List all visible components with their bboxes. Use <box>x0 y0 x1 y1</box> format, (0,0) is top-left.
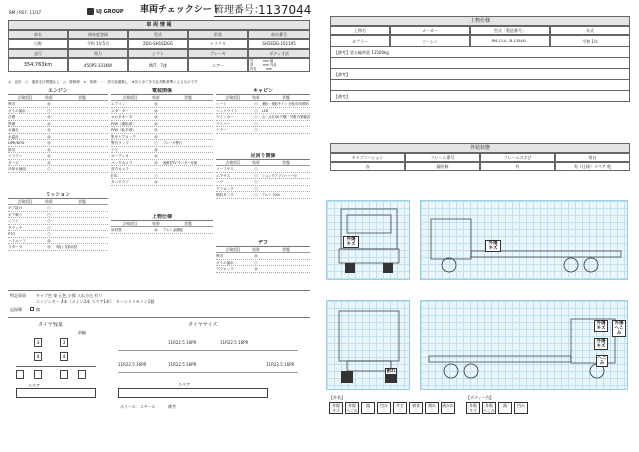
chassis-title: 足回り関係 <box>216 153 310 160</box>
cabin-head-2: 状態 <box>282 95 290 100</box>
cabin-section <box>216 88 310 134</box>
engine-item-note <box>56 127 108 133</box>
upper-head-maker: メーカー <box>390 26 470 35</box>
records-label: 記録簿 <box>10 307 22 312</box>
engine-item-note <box>56 121 108 127</box>
val-model: 2DG-SH1EDGG <box>128 39 188 49</box>
electric-title: 電装関係 <box>111 88 213 95</box>
chassis-item-result[interactable]: ○ <box>254 179 258 184</box>
electric-head-2: 状態 <box>184 95 192 100</box>
electric-item-label: エアコン <box>111 102 126 106</box>
upper-section <box>111 214 213 234</box>
upper-val-maker: ソーシン <box>390 35 470 47</box>
cabin-item-result[interactable]: ○ <box>254 107 258 113</box>
engine-item-label: 冷却水補給 <box>8 167 26 171</box>
engine-item-note <box>56 108 108 114</box>
legend-item-button[interactable]: 外傷 キズ <box>466 402 480 414</box>
legend-body-label: 【ボディー内】 <box>466 395 494 400</box>
def-item-label: 異音 <box>216 254 224 258</box>
damage-tag-rear: 割れ <box>386 369 396 374</box>
engine-item-note <box>56 166 108 172</box>
val-body-dims: 長 mm 幅 高 mm 内高 内長 mm <box>248 58 310 72</box>
def-item-result[interactable]: ◎ <box>254 253 258 258</box>
cabin-item-label: ウインカー <box>216 115 234 119</box>
mission-item-result[interactable]: ○ <box>47 218 51 223</box>
mission-title: ミッション <box>8 192 108 199</box>
ext-val-cab: 各 <box>330 162 405 171</box>
truck-side-drawing-1 <box>421 201 629 281</box>
electric-item-result[interactable]: ◎ <box>154 114 158 119</box>
val-shift: M/T 7速 <box>128 58 188 72</box>
engine-item-label: 排気 <box>8 147 16 152</box>
mission-item-note <box>56 218 108 224</box>
electric-item-label: ナビ <box>111 147 119 152</box>
cabin-head-0: 点検項目 <box>225 95 241 100</box>
electric-item-note <box>163 114 213 120</box>
tire-blank-2 <box>34 370 42 379</box>
mission-item-label: ギア鳴り <box>8 212 23 217</box>
ext-val-frame-rust: 有 <box>480 162 555 171</box>
head-chassis-no: 車台番号 <box>248 30 310 39</box>
engine-item-label: DPR/DPD <box>8 141 25 145</box>
chassis-item-result[interactable]: ○ <box>254 185 258 191</box>
inspection-row <box>216 192 310 199</box>
mission-head-2: 状態 <box>78 199 86 204</box>
spare-spec-label: スペア <box>178 382 190 387</box>
val-power: 450PS 331KW <box>68 58 128 72</box>
electric-head-1: 結果 <box>152 95 160 100</box>
upper-head-2: 状態 <box>184 221 192 226</box>
inspection-row <box>8 166 108 173</box>
legend-item-button[interactable]: 剥がれ <box>441 402 455 414</box>
chassis-item-note <box>262 186 310 192</box>
upper-remark-line <box>330 80 630 91</box>
mission-item-note <box>56 205 108 211</box>
engine-item-result[interactable]: ○ <box>47 166 51 171</box>
ext-val-bed: 有（仕様）リペア 他 <box>555 162 630 171</box>
legend-item-button[interactable]: 錆 <box>498 402 512 414</box>
legend-item-button[interactable]: 外傷 へこみ <box>483 403 495 413</box>
upper-remark-line <box>330 58 630 69</box>
chassis-head-2: 状態 <box>282 160 290 165</box>
legend-item-button[interactable]: 外傷 へこみ <box>346 403 358 413</box>
chassis-item-note: アルミ 700L <box>262 193 281 197</box>
mission-item-result[interactable]: ○ <box>47 211 51 217</box>
other-label: 備考 <box>168 404 176 409</box>
cabin-item-result[interactable]: ○ <box>254 114 258 119</box>
upper-val-model: RM-13-A（B-13548） <box>470 35 550 47</box>
wheel-label: ホイール：スチール <box>120 404 156 409</box>
electric-item-label: ETC <box>111 173 118 178</box>
val-car-name: 日野 <box>8 39 68 49</box>
ext-head-frame-rust: フレームのさび <box>480 153 555 162</box>
electric-item-note <box>163 108 213 114</box>
engine-title: エンジン <box>8 88 108 95</box>
cabin-item-note: 運転・運転サイト 全般/非常照明 <box>262 102 309 106</box>
engine-item-result[interactable]: ◎ <box>47 114 51 119</box>
upper-head-name: 上物名 <box>330 26 390 35</box>
chassis-item-label: 燃料タンク <box>216 193 234 197</box>
damage-tag-side-2b: 外傷 へこみ <box>612 320 626 337</box>
head-first-reg: 初年度登録 <box>68 30 128 39</box>
legend-item-button[interactable]: 割れ <box>425 402 439 414</box>
upper-head-1: 結果 <box>152 221 160 226</box>
mgmt-underline <box>214 16 302 17</box>
mission-item-result[interactable]: ○ <box>47 224 51 230</box>
head-shape: 形状 <box>188 30 248 39</box>
def-item-result[interactable]: ◎ <box>254 266 258 271</box>
upper-spec-remarks <box>330 47 630 102</box>
engine-item-result[interactable]: ◎ <box>47 127 51 132</box>
tire-front-left: 3 <box>34 338 42 347</box>
upper-title: 上物仕様 <box>111 214 213 221</box>
tire-blank-3 <box>60 370 68 379</box>
engine-item-note <box>56 101 108 107</box>
cabin-item-label: シート <box>216 102 227 106</box>
electric-item-result[interactable]: ◎ <box>154 120 158 126</box>
engine-item-result[interactable]: ◎ <box>47 153 51 158</box>
mission-item-note <box>56 212 108 218</box>
electric-item-label: スターター <box>111 108 129 113</box>
cabin-item-label: ミラー <box>216 128 227 132</box>
electric-item-label: オルタネータ <box>111 115 133 119</box>
cabin-item-note <box>262 121 310 127</box>
def-head-1: 結果 <box>252 247 260 252</box>
legend-exterior-label: 【外装】 <box>329 395 345 400</box>
engine-item-label: 水漏れ <box>8 128 19 132</box>
tire-line-1 <box>118 350 298 351</box>
engine-item-label: 白煙 <box>8 115 16 119</box>
notes-line1: キャブ色 泰 元色 小傷 入れ方込 有り <box>36 293 103 298</box>
chassis-item-label: ハブ <box>216 180 224 184</box>
def-head-2: 状態 <box>282 247 290 252</box>
head-power: 馬力 <box>68 49 128 58</box>
records-checkbox[interactable] <box>30 307 34 311</box>
engine-item-label: 異音 <box>8 102 16 106</box>
mission-item-label: ギア抜け <box>8 206 23 210</box>
legend-item-button[interactable]: 錆 <box>361 402 375 414</box>
front-wheel-label: 前輪 <box>78 330 86 335</box>
mission-item-result[interactable]: ○ <box>47 205 51 210</box>
head-model: 型式 <box>128 30 188 39</box>
sheet-date: BM / R07. 11/17 <box>9 10 42 15</box>
legend-text: ◎：良好 ○：通常走行問題なし △：要修理 ×：故障 －：該当装備無し ※各々全てを当社判断基準によるものです <box>8 80 198 84</box>
upper-val-year: 令和 1年 <box>550 35 630 47</box>
electric-item-label: 前方カメラ <box>111 167 129 171</box>
upper-head-model: 型式「製造番号」 <box>470 26 550 35</box>
engine-item-note <box>56 140 108 146</box>
upper-remark-line: 【備考】第五輪荷重 11500kg <box>330 47 630 58</box>
electric-item-result[interactable]: ◎ <box>154 133 158 139</box>
mission-item-result[interactable]: ◎ <box>47 237 51 243</box>
def-item-note <box>262 253 310 259</box>
cabin-head-1: 結果 <box>252 95 260 100</box>
engine-item-result[interactable]: ◎ <box>47 140 51 145</box>
head-mileage: 走行 <box>8 49 68 58</box>
def-head-0: 点検項目 <box>225 247 241 252</box>
logo-mark-icon <box>87 8 94 15</box>
notes-section <box>8 290 310 318</box>
electric-item-result[interactable]: ○ <box>154 140 158 145</box>
side-view-diagram-1 <box>420 200 628 280</box>
inspection-row <box>216 127 310 134</box>
tire-rear-right: 4 <box>60 352 68 361</box>
electric-item-label: 警告ランプ <box>111 141 129 145</box>
chassis-item-result[interactable]: ○ <box>254 192 258 197</box>
electric-item-result[interactable]: ○ <box>154 172 158 178</box>
def-item-label: オイル漏れ <box>216 260 234 265</box>
engine-section <box>8 88 108 173</box>
engine-item-result[interactable]: ◎ <box>47 159 51 165</box>
engine-item-result[interactable]: ◎ <box>47 146 51 152</box>
cabin-item-label: ワイパー <box>216 121 231 126</box>
legend-item-button[interactable]: 外傷 キズ <box>329 402 343 414</box>
tire-section <box>8 320 310 432</box>
legend-item-button[interactable]: 凹み <box>377 402 391 414</box>
engine-item-label: 水温計 <box>8 134 19 139</box>
chassis-item-label: リーフサス <box>216 167 234 171</box>
chassis-head-0: 点検項目 <box>225 160 241 165</box>
electric-item-label: P/W（助手席） <box>111 128 136 132</box>
electric-item-note <box>163 121 213 127</box>
legend-item-button[interactable]: 凹み <box>514 402 528 414</box>
engine-item-note <box>56 153 108 159</box>
electric-item-result[interactable]: ◎ <box>154 179 158 184</box>
upper-head-year: 年式 <box>550 26 630 35</box>
electric-item-label: タコグラフ <box>111 180 129 184</box>
mission-section <box>8 192 108 251</box>
val-brake: エアー <box>188 58 248 72</box>
def-item-result[interactable]: ○ <box>254 259 258 265</box>
electric-item-note <box>163 134 213 140</box>
electric-item-result[interactable]: ◎ <box>154 127 158 132</box>
inspection-row <box>111 227 213 234</box>
engine-item-label: ターボ <box>8 160 19 165</box>
tire-blank-4 <box>78 370 86 379</box>
vehicle-info-title: 車 両 情 報 <box>8 20 310 30</box>
electric-item-result[interactable]: － <box>154 166 158 171</box>
upper-item-result[interactable]: ◎ <box>154 227 158 232</box>
tire-spec-3: 11R22.5 16PR <box>118 362 147 367</box>
electric-item-result[interactable]: ◎ <box>154 159 158 165</box>
legend-item-button[interactable]: 腐食 <box>409 402 423 414</box>
def-item-note <box>262 266 310 272</box>
electric-item-label: バックカメラ <box>111 160 133 165</box>
electric-item-result[interactable]: ◎ <box>154 146 158 152</box>
ext-head-bed: 荷台 <box>555 153 630 162</box>
upper-remark-line: 【備考】 <box>330 69 630 80</box>
electric-item-note: 連動型TV モニター付属 <box>163 160 197 165</box>
cabin-item-note: LED <box>262 108 269 113</box>
tire-line-2 <box>118 372 298 373</box>
electric-item-note: ブレーキ警告 <box>163 141 182 145</box>
engine-item-label: オイル漏れ <box>8 108 26 113</box>
ext-val-frame-no: 錆防修 <box>405 162 480 171</box>
electric-item-label: P/W（運転席） <box>111 121 136 126</box>
page-title: 車両チェックシート <box>140 5 221 15</box>
mission-head-1: 結果 <box>45 199 53 204</box>
mission-item-note <box>56 231 108 237</box>
head-shift: シフト <box>128 49 188 58</box>
chassis-item-note <box>262 166 310 172</box>
electric-item-note <box>163 179 213 185</box>
electric-item-note <box>163 147 213 153</box>
tire-blank-1 <box>16 370 24 379</box>
engine-item-label: マフラー <box>8 154 23 158</box>
electric-item-result[interactable]: ◎ <box>154 101 158 106</box>
cabin-item-result[interactable]: ○ <box>254 127 258 132</box>
electric-item-result[interactable]: ◎ <box>154 107 158 113</box>
engine-head-1: 結果 <box>45 95 53 100</box>
def-section <box>216 240 310 273</box>
exterior-table <box>330 143 630 171</box>
tire-spec-2: 11R22.5 16PR <box>220 340 249 345</box>
electric-item-result[interactable]: ◎ <box>154 153 158 158</box>
chassis-item-note: ショックアブソーバー付 <box>262 173 297 178</box>
engine-item-label: 黒煙 <box>8 121 16 126</box>
cabin-item-label: ヘッドライト <box>216 108 238 113</box>
electric-item-note <box>163 173 213 179</box>
damage-tag-side-2d: へこみ <box>597 356 607 366</box>
upper-item-label: 床材質 <box>111 228 122 232</box>
tire-rear-left: 4 <box>34 352 42 361</box>
engine-item-note <box>56 160 108 166</box>
tire-spec-1: 11R22.5 16PR <box>168 340 197 345</box>
damage-tag-front: 外傷 キズ <box>343 236 359 248</box>
truck-front-drawing <box>327 201 411 281</box>
tire-spec-4: 11R22.5 16PR <box>168 362 197 367</box>
vehicle-info-table <box>8 20 310 72</box>
damage-tag-side-2a: 外傷 キズ <box>594 320 608 332</box>
upper-spec-table <box>330 16 630 102</box>
engine-item-note <box>56 147 108 153</box>
ext-head-cab: キャブコーション <box>330 153 405 162</box>
electric-item-label: オーディオ <box>111 154 129 158</box>
mission-item-label: ハイルーフ <box>8 238 26 243</box>
engine-head-2: 状態 <box>78 95 86 100</box>
head-car-name: 車名 <box>8 30 68 39</box>
upper-spec-title: 上物仕様 <box>330 16 630 26</box>
mission-item-label: PTO <box>8 232 16 236</box>
upper-remark-line: 【備考】 <box>330 91 630 102</box>
upper-item-note: アルミ 縞鋼板 <box>163 228 184 232</box>
electric-item-note <box>163 166 213 172</box>
cabin-item-note: 点・点灯OK 内側・外側 作動確認 <box>262 115 310 119</box>
val-mileage: 354,763km <box>8 58 68 72</box>
inspection-row <box>111 179 213 186</box>
cabin-title: キャビン <box>216 88 310 95</box>
chassis-item-label: エアサス <box>216 173 231 178</box>
val-first-reg: 令和 1年5月 <box>68 39 128 49</box>
def-title: デフ <box>216 240 310 247</box>
def-item-note <box>262 260 310 266</box>
tire-divider <box>16 366 96 367</box>
notes-line2: エンジンキー 4本（メイン3本 スペア1本） キーレスリモコン1個 <box>36 299 155 304</box>
rear-view-diagram <box>326 300 410 390</box>
upper-head-0: 点検項目 <box>122 221 138 226</box>
spare-box <box>16 388 96 398</box>
val-shape: トラクタ <box>188 39 248 49</box>
electric-item-note <box>163 153 213 159</box>
engine-head-0: 点検項目 <box>17 95 33 100</box>
tire-front-right: 3 <box>60 338 68 347</box>
mission-item-result[interactable]: ○ <box>47 231 51 236</box>
engine-item-note <box>56 114 108 120</box>
mgmt-number: 1137044 <box>258 3 312 17</box>
electric-head-0: 点検項目 <box>122 95 138 100</box>
mission-head-0: 点検項目 <box>17 199 33 204</box>
head-brake: ブレーキ <box>188 49 248 58</box>
chassis-item-note <box>262 179 310 185</box>
mission-item-note <box>56 225 108 231</box>
inspection-row <box>216 266 310 273</box>
chassis-item-label: デフロック <box>216 186 234 191</box>
electric-item-note <box>163 127 213 133</box>
engine-item-result[interactable]: ◎ <box>47 133 51 139</box>
electric-item-note <box>163 101 213 107</box>
chassis-item-result[interactable]: ○ <box>254 166 258 171</box>
mission-item-label: クラッチ <box>8 225 23 230</box>
engine-item-result[interactable]: ◎ <box>47 101 51 106</box>
mission-item-note: 3段 / 自動切替 <box>56 245 78 249</box>
legend-item-button[interactable]: サビ <box>393 402 407 414</box>
exterior-title: 外装状態 <box>330 143 630 153</box>
front-view-diagram <box>326 200 410 280</box>
cabin-item-result[interactable]: ○ <box>254 101 258 106</box>
tire-spec-5: 11R22.5 16PR <box>266 362 295 367</box>
mission-item-label: シフト <box>8 219 19 223</box>
truck-rear-drawing <box>327 301 411 391</box>
ext-head-frame-no: フレーム番号 <box>405 153 480 162</box>
def-item-label: デフロック <box>216 267 234 271</box>
upper-val-name: カプラー <box>330 35 390 47</box>
chassis-head-1: 結果 <box>252 160 260 165</box>
val-chassis-no: SH1EDG-101195 <box>248 39 310 49</box>
mission-item-note <box>56 238 108 244</box>
engine-item-note <box>56 134 108 140</box>
inspection-row <box>8 244 108 251</box>
cabin-item-result[interactable]: ○ <box>254 120 258 126</box>
mission-item-result[interactable]: ◎ <box>47 244 51 249</box>
notes-label: 特記事項 <box>10 293 26 298</box>
cabin-item-note <box>262 127 310 133</box>
head-body-dims: ボディ寸法 <box>248 49 310 58</box>
mission-item-label: リターダ <box>8 245 23 249</box>
electric-item-label: 集中ドアロック <box>111 134 136 139</box>
company-logo: UJ GROUP <box>87 7 127 17</box>
damage-tag-side-1: 外傷 キズ <box>485 240 501 252</box>
damage-tag-side-2c: 外傷 キズ <box>594 338 608 350</box>
electric-section <box>111 88 213 186</box>
spare-spec-box <box>118 388 268 398</box>
mgmt-label: 管理番号： <box>214 5 264 16</box>
engine-item-result[interactable]: ◎ <box>47 120 51 126</box>
tire-remaining-label: タイヤ残量 <box>38 322 63 328</box>
spare-label: スペア <box>28 383 40 388</box>
tire-size-label: タイヤサイズ <box>188 322 218 328</box>
records-value: 無 <box>36 307 40 312</box>
engine-item-result[interactable]: ○ <box>47 107 51 113</box>
chassis-section <box>216 153 310 199</box>
chassis-item-result[interactable]: ○ <box>254 172 258 178</box>
